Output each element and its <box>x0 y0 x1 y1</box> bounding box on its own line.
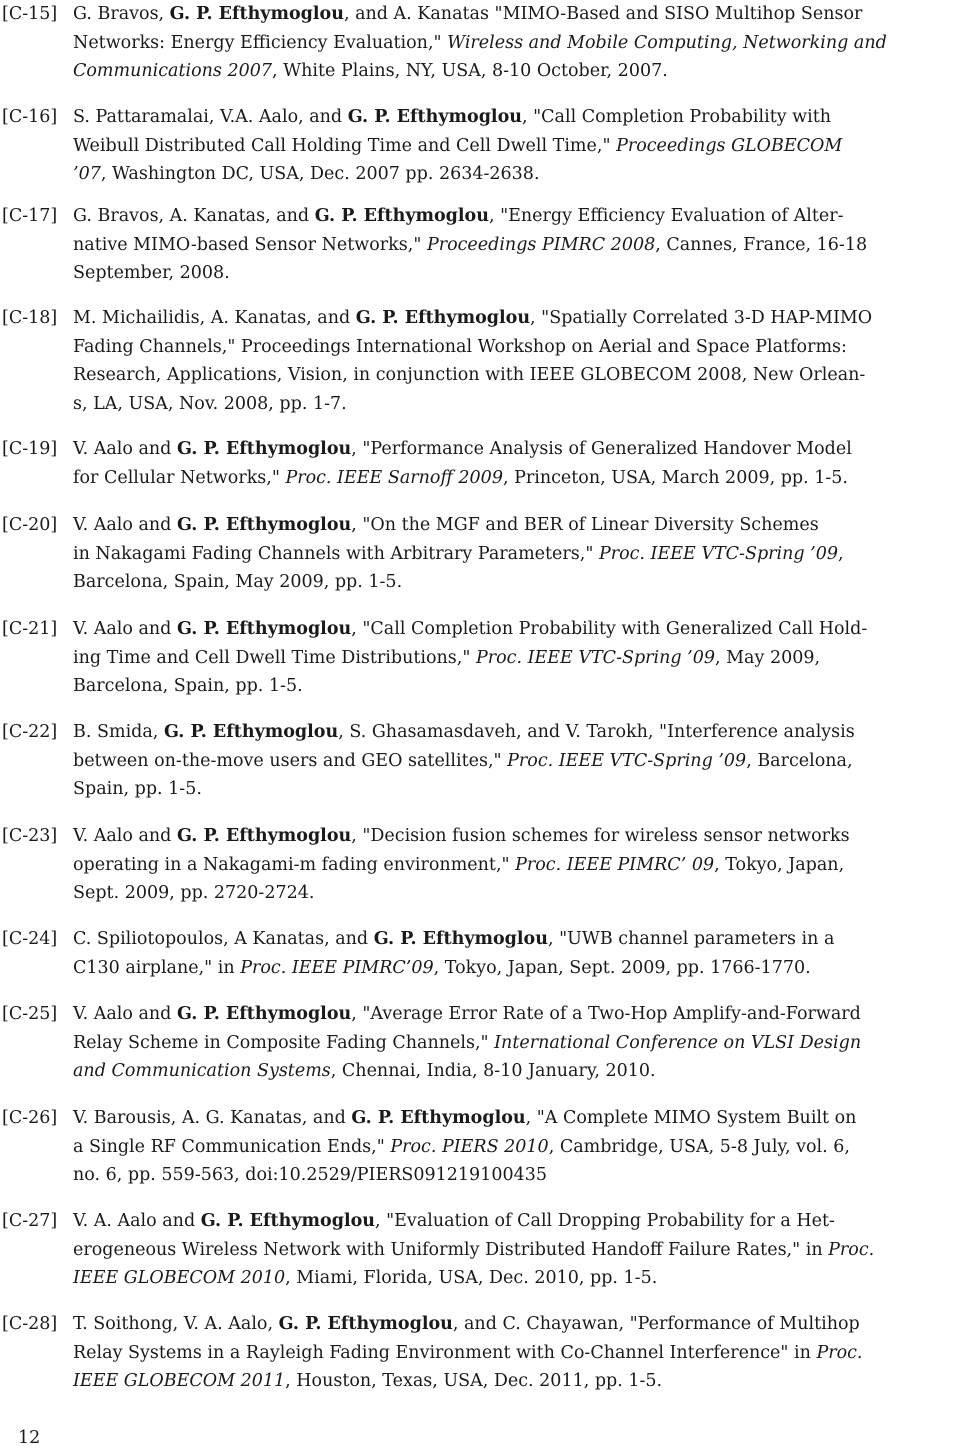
reference-text <box>73 1000 957 1086</box>
reference-segment: , Tokyo, Japan, Sept. 2009, pp. 1766-1770. <box>433 957 811 978</box>
venue-text: ’07 <box>73 164 101 184</box>
reference-label: [C-22] <box>2 722 58 742</box>
reference-segment: , "On the MGF and BER of Linear Diversity Schemes <box>351 515 819 535</box>
venue-text: Proc. IEEE VTC-Spring ’09 <box>507 750 747 771</box>
reference-text <box>73 304 957 418</box>
author-highlight: G. P. Efthymoglou <box>373 929 548 949</box>
reference-line <box>73 333 957 362</box>
reference-segment: , and A. Kanatas "MIMO-Based and SISO Multihop Sensor <box>343 4 863 24</box>
venue-text: Proc. IEEE VTC-Spring ’09 <box>598 543 838 564</box>
reference-text <box>73 822 957 908</box>
reference-segment: V. Aalo and <box>73 619 177 639</box>
reference-line <box>73 879 957 908</box>
reference-line <box>73 1000 957 1029</box>
reference-text <box>73 435 957 492</box>
reference-segment: s, LA, USA, Nov. 2008, pp. 1-7. <box>73 393 347 414</box>
reference-segment: , May 2009, <box>715 647 821 668</box>
reference-segment: M. Michailidis, A. Kanatas, and <box>73 308 356 328</box>
author-highlight: G. P. Efthymoglou <box>176 439 352 459</box>
reference-segment: S. Pattaramalai, V.A. Aalo, and <box>73 107 348 127</box>
reference-segment: between on-the-move users and GEO satellites," <box>73 750 508 771</box>
reference-label: [C-17] <box>2 206 58 226</box>
reference-line <box>73 851 957 880</box>
reference-label: [C-26] <box>2 1108 58 1128</box>
reference-line <box>73 1057 957 1086</box>
reference-segment: V. Aalo and <box>73 515 177 535</box>
reference-line <box>73 1310 957 1339</box>
reference-line <box>73 672 957 701</box>
author-highlight: G. P. Efthymoglou <box>355 308 531 328</box>
reference-line <box>73 1264 957 1293</box>
reference-label: [C-15] <box>2 4 58 24</box>
reference-line <box>73 822 957 851</box>
reference-line <box>73 435 957 464</box>
reference-segment: , "Energy Efficiency Evaluation of Alter- <box>488 206 844 226</box>
reference-label: [C-21] <box>2 619 58 639</box>
reference-line <box>73 259 957 288</box>
reference-segment: September, 2008. <box>73 263 230 283</box>
reference-segment: G. Bravos, <box>73 4 170 24</box>
author-highlight: G. P. Efthymoglou <box>176 826 352 846</box>
reference-label: [C-24] <box>2 929 58 949</box>
author-highlight: G. P. Efthymoglou <box>351 1108 526 1128</box>
reference-segment: , "Call Completion Probability with <box>521 107 832 127</box>
venue-text: Proc. IEEE Sarnoff 2009 <box>285 467 503 488</box>
reference-segment: , Chennai, India, 8-10 January, 2010. <box>330 1061 656 1081</box>
reference-line <box>73 1133 957 1162</box>
reference-segment: in Nakagami Fading Channels with Arbitrary Parameters," <box>73 543 599 564</box>
reference-segment: , <box>837 543 844 564</box>
reference-segment: Barcelona, Spain, pp. 1-5. <box>73 676 303 696</box>
reference-segment: erogeneous Wireless Network with Uniformly Distributed Handoff Failure Rates," in <box>73 1239 829 1260</box>
reference-line <box>73 103 957 132</box>
reference-line <box>73 1236 957 1265</box>
reference-line <box>73 615 957 644</box>
reference-segment: , "Average Error Rate of a Two-Hop Amplify-and-Forward <box>351 1004 861 1024</box>
reference-segment: , Cambridge, USA, 5-8 July, vol. 6, <box>548 1136 850 1157</box>
reference-segment: V. Aalo and <box>73 826 177 846</box>
reference-segment: , "UWB channel parameters in a <box>547 929 835 949</box>
author-highlight: G. P. Efthymoglou <box>163 722 339 742</box>
venue-text: Communications 2007 <box>73 61 273 81</box>
reference-label: [C-19] <box>2 439 58 459</box>
reference-segment: , Miami, Florida, USA, Dec. 2010, pp. 1-5. <box>285 1268 658 1288</box>
reference-line <box>73 954 957 983</box>
reference-segment: , S. Ghasamasdaveh, and V. Tarokh, "Interference analysis <box>338 722 855 742</box>
author-highlight: G. P. Efthymoglou <box>176 1004 352 1024</box>
venue-text: Proceedings PIMRC 2008 <box>426 234 656 255</box>
reference-text <box>73 1310 957 1396</box>
reference-segment: V. Barousis, A. G. Kanatas, and <box>73 1108 352 1128</box>
reference-segment: Relay Scheme in Composite Fading Channels," <box>73 1032 495 1053</box>
reference-line <box>73 361 957 390</box>
author-highlight: G. P. Efthymoglou <box>347 107 522 127</box>
reference-segment: , Washington DC, USA, Dec. 2007 pp. 2634-2638. <box>100 164 540 184</box>
reference-line <box>73 304 957 333</box>
reference-text <box>73 615 957 701</box>
reference-text <box>73 925 957 982</box>
reference-label: [C-27] <box>2 1211 58 1231</box>
reference-text <box>73 1207 957 1293</box>
reference-segment: Weibull Distributed Call Holding Time and Cell Dwell Time," <box>73 135 617 156</box>
author-highlight: G. P. Efthymoglou <box>278 1314 453 1334</box>
reference-line <box>73 132 957 161</box>
reference-segment: V. A. Aalo and <box>73 1211 201 1231</box>
reference-segment: T. Soithong, V. A. Aalo, <box>73 1314 279 1334</box>
reference-label: [C-23] <box>2 826 58 846</box>
reference-text <box>73 1104 957 1190</box>
reference-segment: , "Spatially Correlated 3-D HAP-MIMO <box>530 308 873 328</box>
venue-text: Wireless and Mobile Computing, Networking and <box>447 32 887 53</box>
reference-segment: , Tokyo, Japan, <box>714 854 845 875</box>
reference-line <box>73 568 957 597</box>
reference-segment: , White Plains, NY, USA, 8-10 October, 2007. <box>272 61 668 81</box>
reference-segment: , "Performance Analysis of Generalized Handover Model <box>351 439 852 459</box>
reference-line <box>73 0 957 29</box>
venue-text: Proc. IEEE PIMRC’09 <box>240 957 434 978</box>
reference-segment: Fading Channels," Proceedings International Workshop on Aerial and Space Platforms: <box>73 336 847 357</box>
reference-segment: V. Aalo and <box>73 439 177 459</box>
reference-segment: B. Smida, <box>73 722 164 742</box>
venue-text: Proc. <box>828 1239 875 1260</box>
reference-segment: Barcelona, Spain, May 2009, pp. 1-5. <box>73 572 403 592</box>
reference-segment: Spain, pp. 1-5. <box>73 779 202 799</box>
reference-segment: Sept. 2009, pp. 2720-2724. <box>73 883 315 903</box>
reference-line <box>73 1161 957 1190</box>
reference-segment: , and C. Chayawan, "Performance of Multihop <box>452 1314 860 1334</box>
reference-segment: C. Spiliotopoulos, A Kanatas, and <box>73 929 374 949</box>
venue-text: Proc. IEEE VTC-Spring ’09 <box>475 647 716 668</box>
reference-text <box>73 511 957 597</box>
reference-line <box>73 1029 957 1058</box>
reference-text <box>73 718 957 804</box>
reference-segment: a Single RF Communication Ends," <box>73 1136 391 1157</box>
reference-line <box>73 511 957 540</box>
author-highlight: G. P. Efthymoglou <box>176 619 352 639</box>
venue-text: Proceedings GLOBECOM <box>616 135 843 156</box>
reference-segment: Relay Systems in a Rayleigh Fading Environment with Co-Channel Interference" in <box>73 1342 817 1363</box>
reference-segment: V. Aalo and <box>73 1004 177 1024</box>
reference-line <box>73 1104 957 1133</box>
venue-text: Proc. <box>816 1342 863 1363</box>
reference-text <box>73 0 957 86</box>
venue-text: Proc. IEEE PIMRC’ 09 <box>515 854 715 875</box>
reference-segment: operating in a Nakagami-m fading environment," <box>73 854 516 875</box>
reference-segment: for Cellular Networks," <box>73 467 286 488</box>
reference-segment: , "A Complete MIMO System Built on <box>525 1108 857 1128</box>
venue-text: Proc. PIERS 2010 <box>390 1136 549 1157</box>
reference-label: [C-28] <box>2 1314 58 1334</box>
venue-text: and Communication Systems <box>73 1061 331 1081</box>
reference-segment: Networks: Energy Efficiency Evaluation," <box>73 32 448 53</box>
reference-line <box>73 718 957 747</box>
reference-line <box>73 644 957 673</box>
reference-line <box>73 231 957 260</box>
reference-segment: native MIMO-based Sensor Networks," <box>73 234 427 255</box>
venue-text: IEEE GLOBECOM 2011 <box>73 1371 286 1391</box>
reference-line <box>73 540 957 569</box>
reference-segment: , "Call Completion Probability with Generalized Call Hold- <box>351 619 868 639</box>
reference-segment: , Cannes, France, 16-18 <box>655 234 868 255</box>
reference-text <box>73 103 957 189</box>
reference-line <box>73 925 957 954</box>
reference-segment: , Houston, Texas, USA, Dec. 2011, pp. 1-5. <box>285 1371 663 1391</box>
reference-line <box>73 29 957 58</box>
reference-segment: , "Evaluation of Call Dropping Probability for a Het- <box>374 1211 835 1231</box>
reference-line <box>73 390 957 419</box>
reference-segment: , Princeton, USA, March 2009, pp. 1-5. <box>502 467 848 488</box>
reference-segment: , Barcelona, <box>746 750 853 771</box>
venue-text: International Conference on VLSI Design <box>494 1032 862 1053</box>
reference-line <box>73 747 957 776</box>
reference-label: [C-16] <box>2 107 58 127</box>
reference-label: [C-20] <box>2 515 58 535</box>
reference-line <box>73 1367 957 1396</box>
reference-label: [C-25] <box>2 1004 58 1024</box>
reference-line <box>73 202 957 231</box>
reference-line <box>73 775 957 804</box>
reference-segment: , "Decision fusion schemes for wireless sensor networks <box>351 826 850 846</box>
reference-label: [C-18] <box>2 308 58 328</box>
reference-segment: C130 airplane," in <box>73 957 241 978</box>
author-highlight: G. P. Efthymoglou <box>169 4 344 24</box>
reference-text <box>73 202 957 288</box>
author-highlight: G. P. Efthymoglou <box>176 515 352 535</box>
reference-segment: G. Bravos, A. Kanatas, and <box>73 206 315 226</box>
reference-line <box>73 464 957 493</box>
reference-line <box>73 160 957 189</box>
reference-line <box>73 57 957 86</box>
author-highlight: G. P. Efthymoglou <box>200 1211 375 1231</box>
author-highlight: G. P. Efthymoglou <box>314 206 489 226</box>
reference-line <box>73 1339 957 1368</box>
reference-segment: no. 6, pp. 559-563, doi:10.2529/PIERS091219100435 <box>73 1165 547 1185</box>
page-number: 12 <box>18 1428 41 1448</box>
venue-text: IEEE GLOBECOM 2010 <box>73 1268 286 1288</box>
reference-segment: ing Time and Cell Dwell Time Distributions," <box>73 647 476 668</box>
reference-line <box>73 1207 957 1236</box>
reference-segment: Research, Applications, Vision, in conjunction with IEEE GLOBECOM 2008, New Orlean- <box>73 365 866 385</box>
